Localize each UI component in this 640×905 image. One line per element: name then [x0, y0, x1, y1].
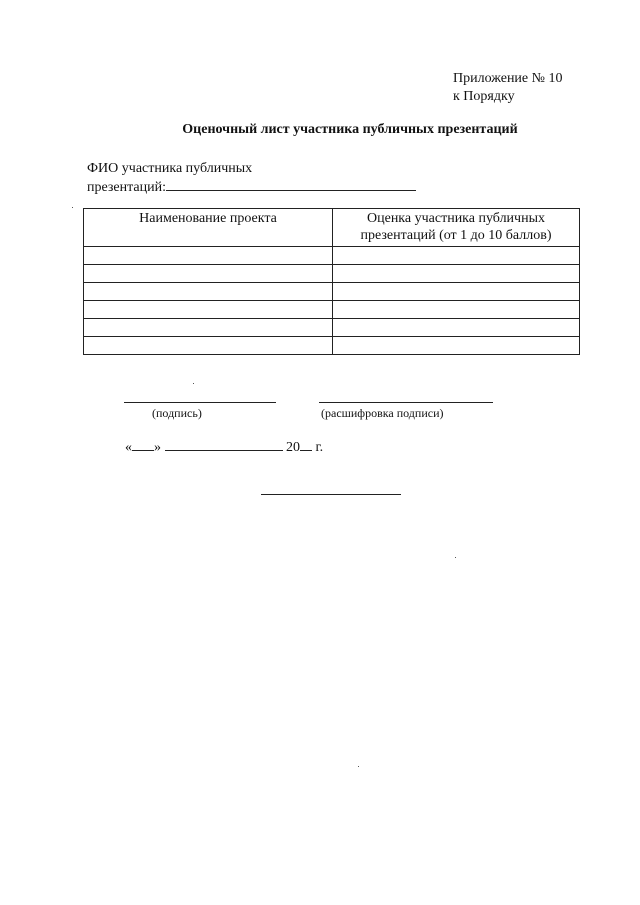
date-open-quote: « [125, 440, 132, 455]
header-score: Оценка участника публичных презентаций (от 1 до 10 баллов) [333, 209, 580, 247]
score-cell [333, 319, 580, 337]
score-cell [333, 247, 580, 265]
appendix-number: Приложение № 10 [453, 71, 563, 86]
appendix-header [453, 70, 563, 106]
table-row [84, 283, 580, 301]
score-cell [333, 337, 580, 355]
header-project-name: Наименование проекта [84, 209, 333, 247]
month-blank [165, 438, 283, 451]
signature-line [124, 402, 276, 403]
score-cell [333, 301, 580, 319]
participant-name-label-line1: ФИО участника публичных [87, 161, 253, 176]
scan-speck [358, 766, 359, 767]
score-cell [333, 283, 580, 301]
scan-speck [193, 383, 194, 384]
closing-rule [261, 494, 401, 495]
table-row [84, 319, 580, 337]
scan-speck [455, 557, 456, 558]
score-cell [333, 265, 580, 283]
project-cell [84, 283, 333, 301]
project-cell [84, 247, 333, 265]
day-blank [132, 438, 154, 451]
table-row [84, 265, 580, 283]
appendix-reference: к Порядку [453, 89, 515, 104]
date-field [125, 438, 323, 456]
document-title: Оценочный лист участника публичных презентаций [182, 122, 518, 137]
year-suffix: г. [315, 440, 324, 455]
table-row [84, 247, 580, 265]
signature-decode-label: (расшифровка подписи) [321, 406, 444, 420]
scan-speck [72, 207, 73, 208]
score-table [83, 208, 580, 355]
table-row [84, 301, 580, 319]
participant-name-label-line2-row [87, 178, 416, 197]
year-blank [300, 438, 312, 451]
project-cell [84, 301, 333, 319]
participant-name-field [87, 160, 416, 197]
signature-label: (подпись) [152, 406, 202, 420]
year-prefix: 20 [286, 440, 300, 455]
table-header-row [84, 209, 580, 247]
project-cell [84, 337, 333, 355]
participant-name-blank [166, 178, 416, 191]
participant-name-label-line2: презентаций: [87, 180, 166, 195]
project-cell [84, 319, 333, 337]
project-cell [84, 265, 333, 283]
date-close-quote: » [154, 440, 161, 455]
table-row [84, 337, 580, 355]
signature-decode-line [319, 402, 493, 403]
